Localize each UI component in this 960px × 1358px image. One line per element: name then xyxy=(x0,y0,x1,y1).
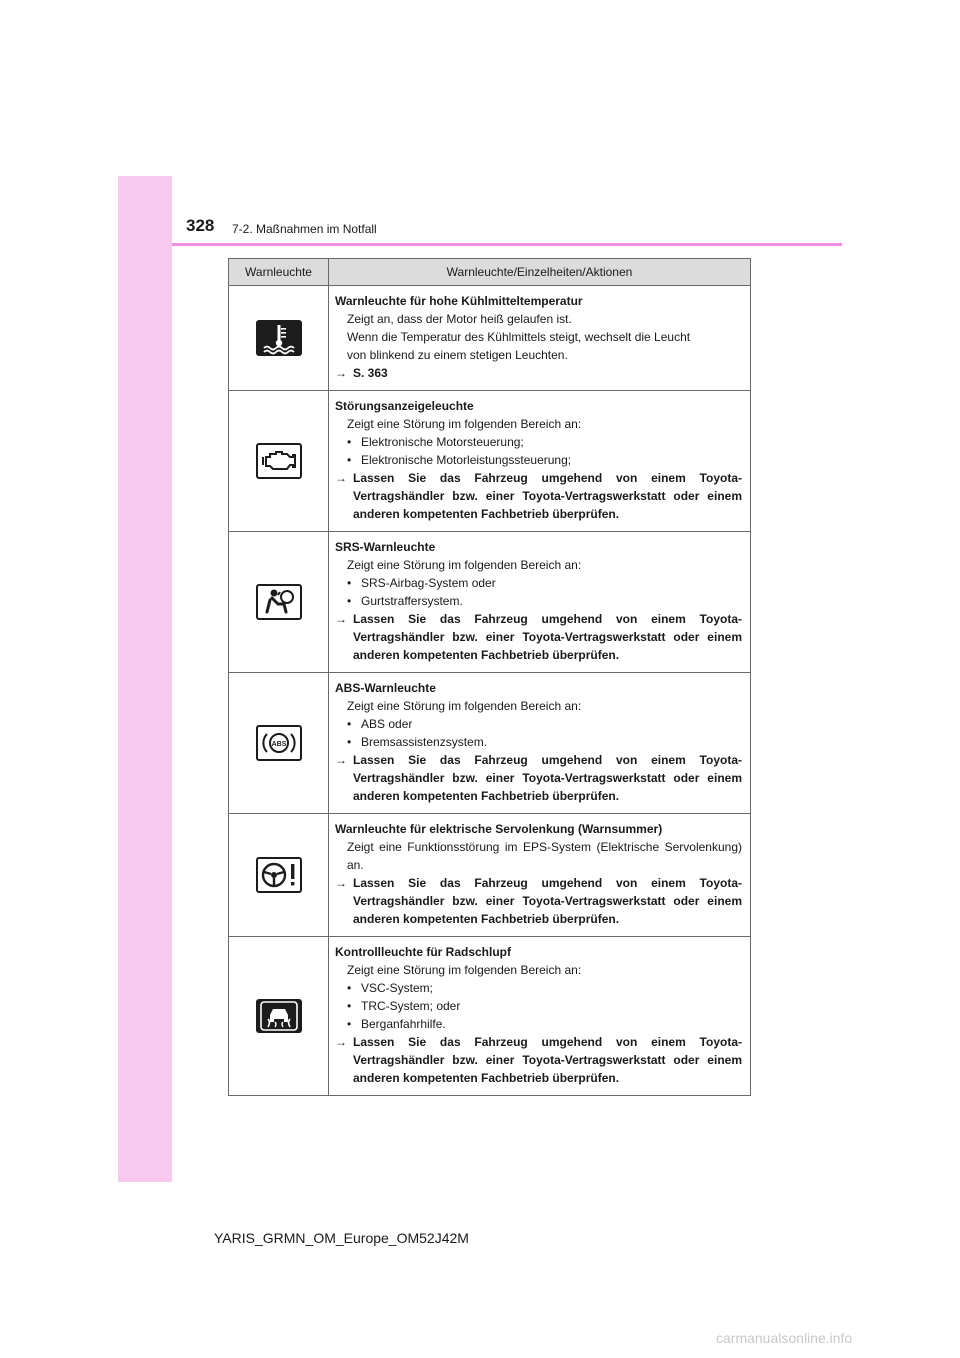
row-title: Warnleuchte für elektrische Servolenkung (Warnsummer) xyxy=(335,822,663,836)
bullet-item: • SRS-Airbag-System oder xyxy=(347,576,496,590)
details-cell xyxy=(329,532,751,673)
row-text: von blinkend zu einem stetigen Leuchten. xyxy=(347,348,568,362)
icon-cell xyxy=(229,814,329,937)
coolant-temperature-icon xyxy=(256,320,302,356)
watermark: carmanualsonline.info xyxy=(716,1330,853,1346)
abs-icon xyxy=(256,725,302,761)
power-steering-icon xyxy=(256,857,302,893)
icon-cell xyxy=(229,532,329,673)
action-reference: → Lassen Sie das Fahrzeug umgehend von einem Toyota-Vertragshändler bzw. einer Toyota-Vertragswerkstatt oder einem anderen kompetenten Fachbetrieb überprüfen. xyxy=(335,612,742,662)
page-number: 328 xyxy=(186,216,215,235)
bullet-item: • Bremsassistenzsystem. xyxy=(347,735,488,749)
bullet-item: • Berganfahrhilfe. xyxy=(347,1017,446,1031)
row-text: Zeigt eine Funktionsstörung im EPS-System (Elektrische Servolenkung) an. xyxy=(347,840,742,872)
details-cell xyxy=(329,814,751,937)
document-id: YARIS_GRMN_OM_Europe_OM52J42M xyxy=(214,1230,469,1246)
bullet-item: • Elektronische Motorsteuerung; xyxy=(347,435,524,449)
row-text: Zeigt eine Störung im folgenden Bereich an: xyxy=(347,417,582,431)
arrow-icon: → xyxy=(335,753,347,767)
table-row xyxy=(229,814,751,937)
warning-light-table xyxy=(228,258,751,1096)
icon-cell xyxy=(229,673,329,814)
table-row xyxy=(229,673,751,814)
side-band xyxy=(118,176,172,1182)
bullet-item: • Gurtstraffersystem. xyxy=(347,594,463,608)
section-title: 7-2. Maßnahmen im Notfall xyxy=(232,222,377,236)
row-text: Zeigt an, dass der Motor heiß gelaufen ist. xyxy=(347,312,572,326)
row-text: Zeigt eine Störung im folgenden Bereich an: xyxy=(347,699,582,713)
action-reference: → Lassen Sie das Fahrzeug umgehend von einem Toyota-Vertragshändler bzw. einer Toyota-Vertragswerkstatt oder einem anderen kompetenten Fachbetrieb überprüfen. xyxy=(335,471,742,521)
table-row xyxy=(229,937,751,1096)
column-header-details: Warnleuchte/Einzelheiten/Aktionen xyxy=(329,259,751,286)
header-rule xyxy=(172,243,842,246)
action-reference: → Lassen Sie das Fahrzeug umgehend von einem Toyota-Vertragshändler bzw. einer Toyota-Vertragswerkstatt oder einem anderen kompetenten Fachbetrieb überprüfen. xyxy=(335,1035,742,1085)
row-text: Zeigt eine Störung im folgenden Bereich an: xyxy=(347,963,582,977)
action-reference: → Lassen Sie das Fahrzeug umgehend von einem Toyota-Vertragshändler bzw. einer Toyota-Vertragswerkstatt oder einem anderen kompetenten Fachbetrieb überprüfen. xyxy=(335,876,742,926)
icon-cell xyxy=(229,286,329,391)
arrow-icon: → xyxy=(335,1035,347,1049)
airbag-icon xyxy=(256,584,302,620)
row-title: Störungsanzeigeleuchte xyxy=(335,399,474,413)
details-cell xyxy=(329,937,751,1096)
icon-cell xyxy=(229,391,329,532)
bullet-item: • Elektronische Motorleistungssteuerung; xyxy=(347,453,572,467)
table-row xyxy=(229,286,751,391)
svg-text:ABS: ABS xyxy=(271,741,286,748)
table-row xyxy=(229,532,751,673)
arrow-icon: → xyxy=(335,612,347,626)
arrow-icon: → xyxy=(335,471,347,485)
details-cell xyxy=(329,286,751,391)
bullet-item: • TRC-System; oder xyxy=(347,999,461,1013)
bullet-item: • ABS oder xyxy=(347,717,413,731)
table-row xyxy=(229,391,751,532)
action-reference: → Lassen Sie das Fahrzeug umgehend von einem Toyota-Vertragshändler bzw. einer Toyota-Vertragswerkstatt oder einem anderen kompetenten Fachbetrieb überprüfen. xyxy=(335,753,742,803)
column-header-icon: Warnleuchte xyxy=(229,259,329,286)
row-title: Kontrollleuchte für Radschlupf xyxy=(335,945,512,959)
bullet-item: • VSC-System; xyxy=(347,981,434,995)
row-text: Zeigt eine Störung im folgenden Bereich an: xyxy=(347,558,582,572)
row-text: Wenn die Temperatur des Kühlmittels steigt, wechselt die Leucht xyxy=(347,330,691,344)
row-title: ABS-Warnleuchte xyxy=(335,681,436,695)
row-title: Warnleuchte für hohe Kühlmitteltemperatur xyxy=(335,294,583,308)
action-reference: → S. 363 xyxy=(335,366,388,380)
arrow-icon: → xyxy=(335,876,347,890)
row-title: SRS-Warnleuchte xyxy=(335,540,436,554)
details-cell xyxy=(329,391,751,532)
check-engine-icon xyxy=(256,443,302,479)
icon-cell xyxy=(229,937,329,1096)
table-header-row xyxy=(229,259,751,286)
slip-indicator-icon xyxy=(256,999,302,1033)
arrow-icon: → xyxy=(335,366,347,380)
details-cell xyxy=(329,673,751,814)
